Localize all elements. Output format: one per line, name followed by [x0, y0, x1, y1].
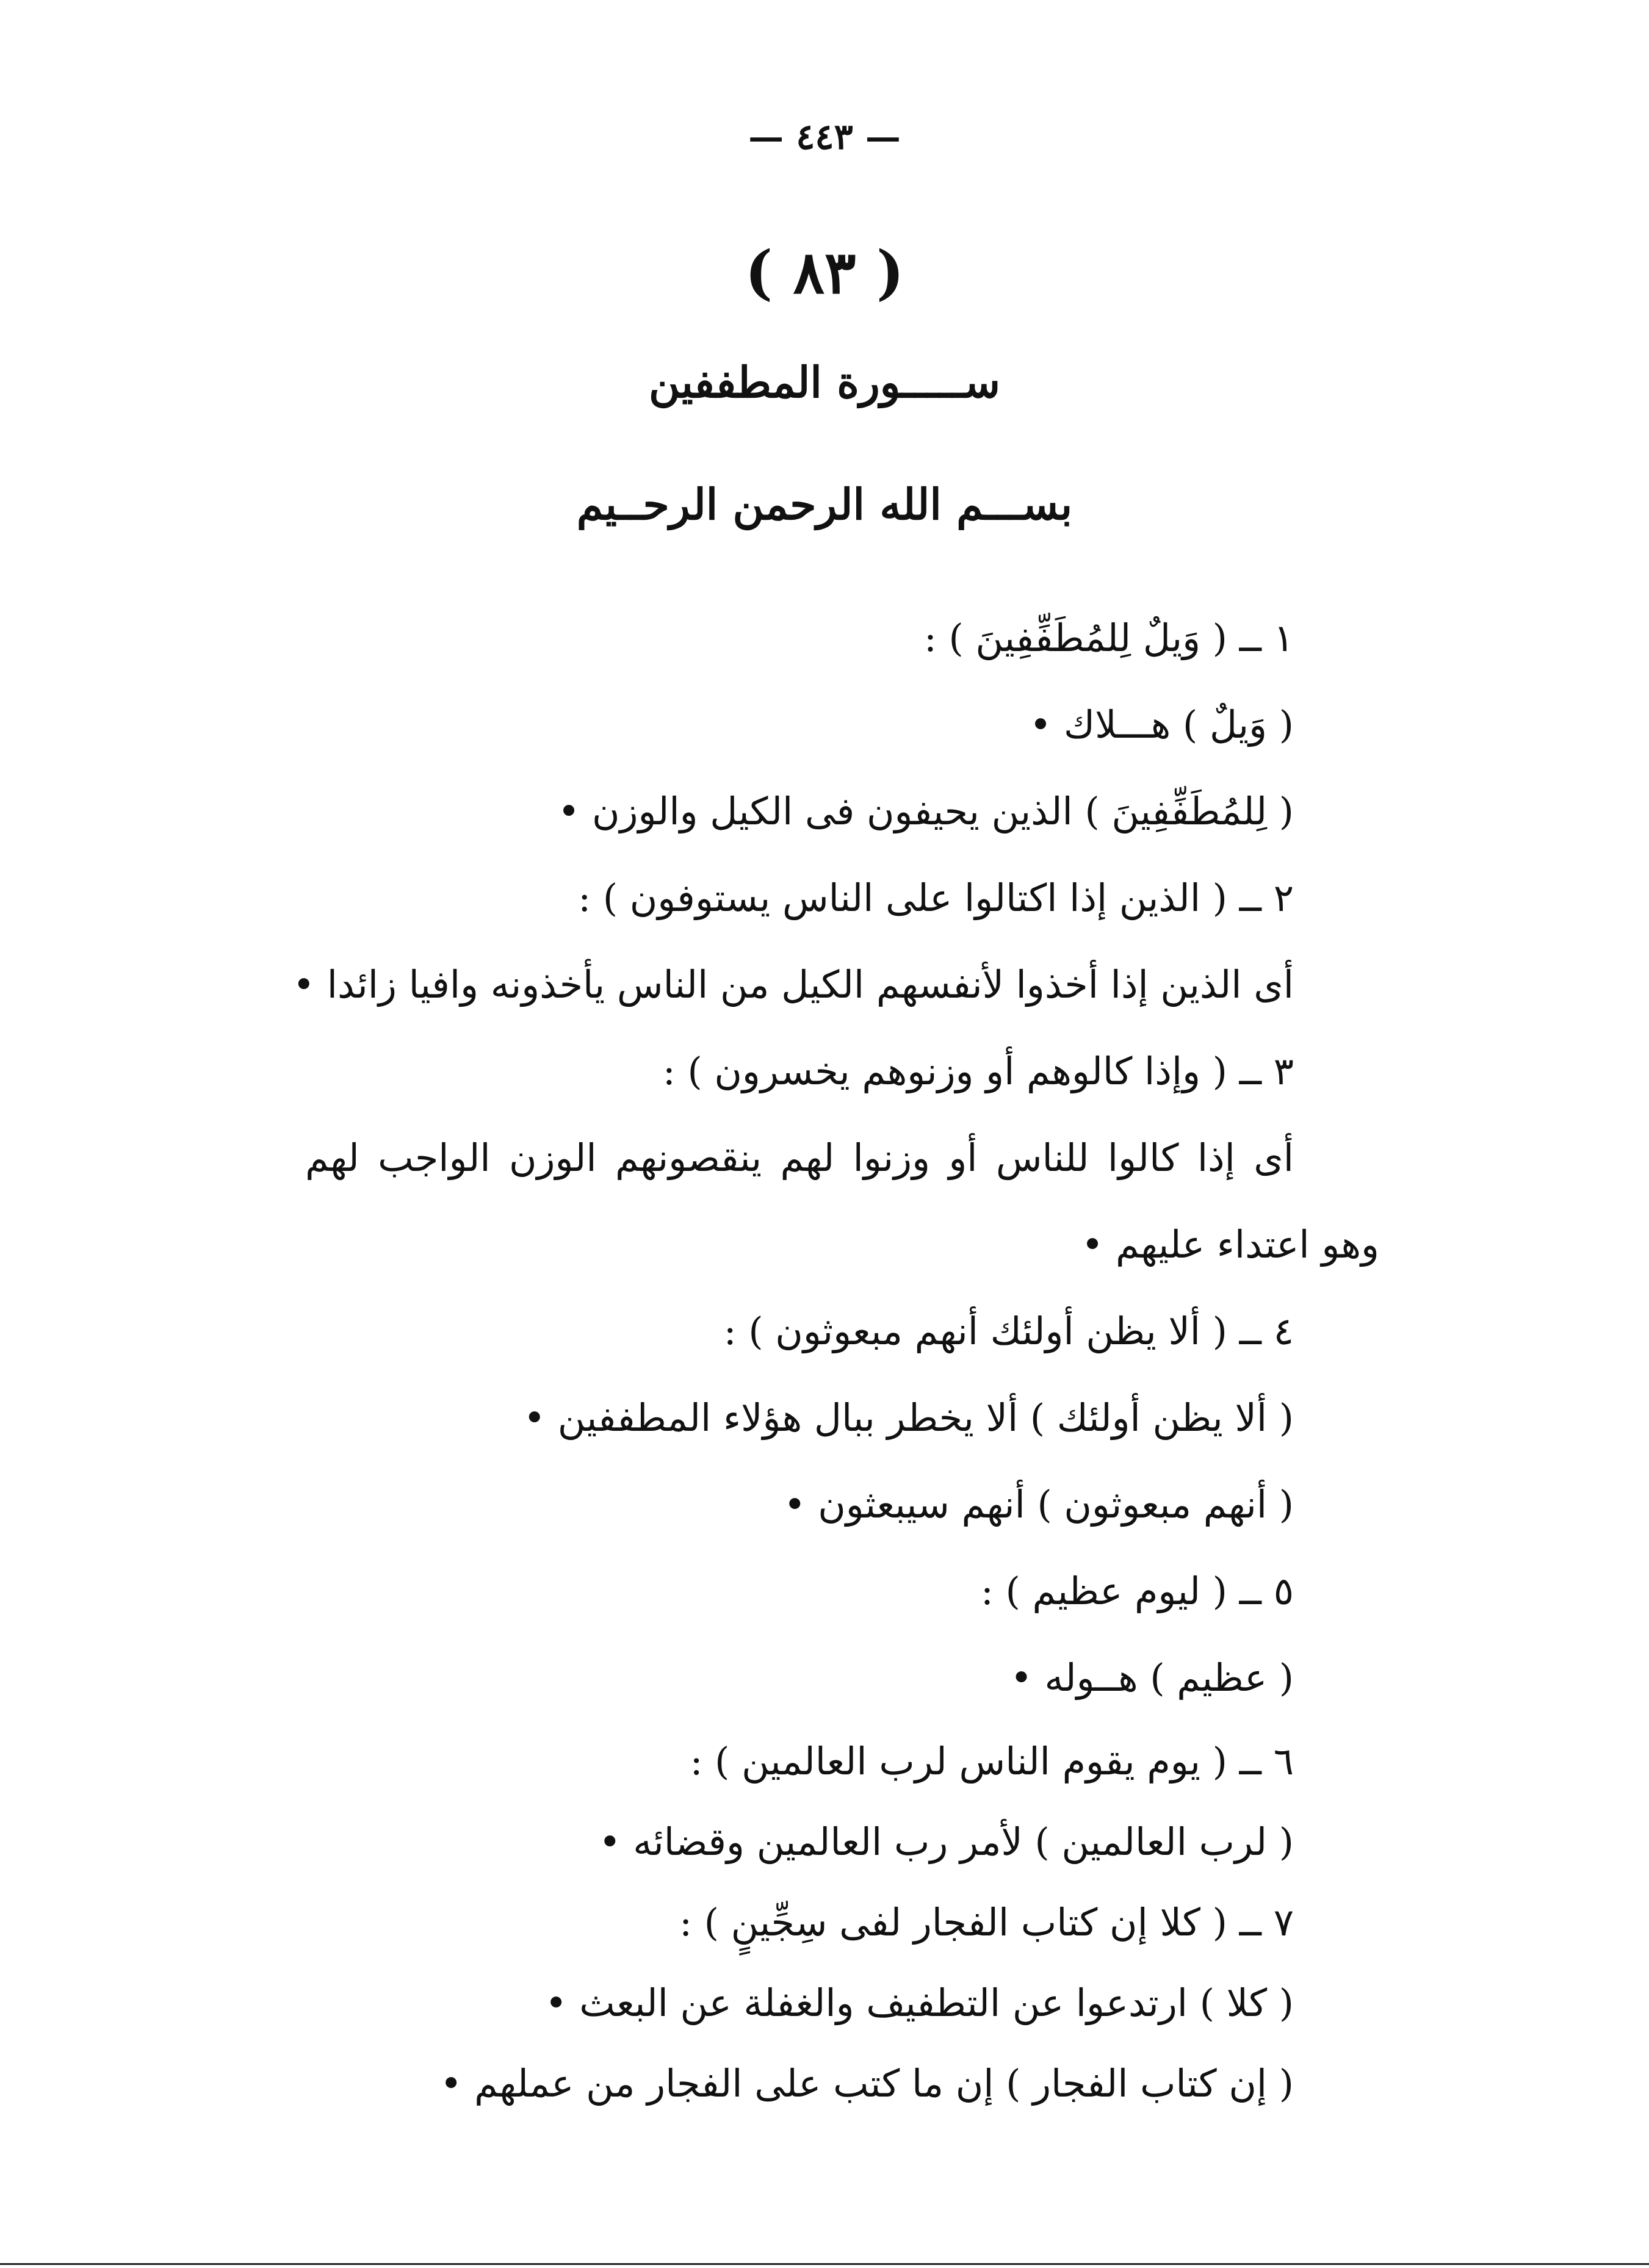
explanation-line: أى الذين إذا أخذوا لأنفسهم الكيل من الناس يأخذونه وافيا زائدا •: [292, 962, 1294, 1007]
surah-title: ســـــورة المطففين: [648, 357, 1001, 408]
page-number: — ٤٤٣ —: [748, 116, 901, 157]
explanation-continuation-line: وهو اعتداء عليهم •: [1081, 1222, 1379, 1267]
gloss-line: ( وَيلٌ ) هـــلاك •: [1029, 702, 1294, 747]
gloss-line: ( إن كتاب الفجار ) إن ما كتب على الفجار من عملهم •: [439, 2061, 1294, 2106]
commentary-body: [292, 595, 1379, 2124]
gloss-line: ( لرب العالمين ) لأمر رب العالمين وقضائه •: [598, 1820, 1294, 1864]
explanation-line: أى إذا كالوا للناس أو وزنوا لهم ينقصونهم الوزن الواجب لهم: [305, 1136, 1294, 1180]
gloss-line: ( أنهم مبعوثون ) أنهم سيبعثون •: [783, 1482, 1294, 1527]
verse-line: ٣ ــ ( وإذا كالوهم أو وزنوهم يخسرون ) :: [662, 1049, 1294, 1093]
gloss-line: ( عظيم ) هــوله •: [1010, 1655, 1294, 1700]
basmala: بســـم الله الرحمن الرحــيم: [576, 479, 1073, 530]
verse-line: ٥ ــ ( ليوم عظيم ) :: [981, 1569, 1294, 1613]
surah-number: ( ٨٣ ): [745, 238, 904, 307]
verse-line: ٤ ــ ( ألا يظن أولئك أنهم مبعوثون ) :: [723, 1309, 1294, 1353]
gloss-line: ( ألا يظن أولئك ) ألا يخطر ببال هؤلاء المطففين •: [523, 1395, 1294, 1440]
verse-line: ٢ ــ ( الذين إذا اكتالوا على الناس يستوفون ) :: [578, 876, 1294, 920]
verse-line: ٧ ــ ( كلا إن كتاب الفجار لفى سِجِّينٍ ) :: [679, 1900, 1294, 1945]
verse-line: ٦ ــ ( يوم يقوم الناس لرب العالمين ) :: [690, 1739, 1294, 1784]
verse-line: ١ ــ ( وَيلٌ لِلمُطَفِّفِينَ ) :: [923, 616, 1294, 660]
gloss-line: ( لِلمُطَفِّفِينَ ) الذين يحيفون فى الكيل والوزن •: [557, 789, 1294, 833]
gloss-line: ( كلا ) ارتدعوا عن التطفيف والغفلة عن البعث •: [544, 1981, 1294, 2025]
page-bottom-edge: [0, 2263, 1649, 2265]
